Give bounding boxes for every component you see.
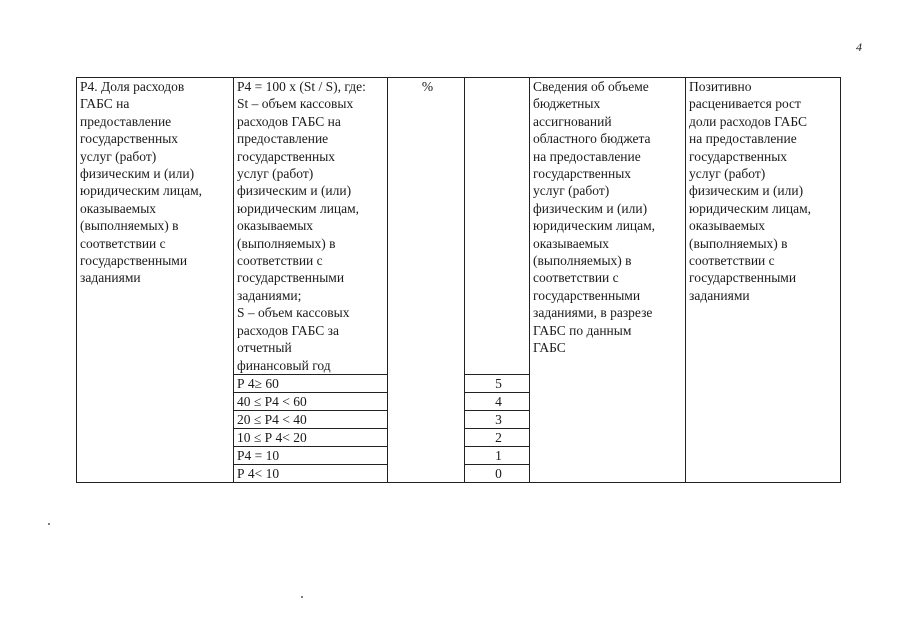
score-cell: 3 — [465, 410, 530, 428]
range-cell: 40 ≤ Р4 < 60 — [234, 392, 388, 410]
indicator-cell — [77, 78, 234, 483]
score-cell: 1 — [465, 446, 530, 464]
page-number: 4 — [856, 40, 862, 54]
score-cell: 2 — [465, 428, 530, 446]
range-cell: 10 ≤ Р 4< 20 — [234, 428, 388, 446]
range-cell: Р 4< 10 — [234, 464, 388, 482]
unit-cell — [388, 78, 465, 483]
source-cell — [530, 78, 686, 483]
range-cell: Р 4≥ 60 — [234, 374, 388, 392]
unit-text: % — [421, 79, 434, 94]
source-text: Сведения об объеме бюджетных ассигнований областного бюджета на предоставление государственных услуг (работ) физическим и (или) юридическим лицам, оказываемых (выполняемых) в соответствии с государственными заданиями, в разрезе ГАБС по данным ГАБС — [533, 79, 656, 356]
score-header-cell — [465, 78, 530, 375]
indicator-table — [76, 77, 841, 483]
score-cell: 5 — [465, 374, 530, 392]
range-cell: 20 ≤ Р4 < 40 — [234, 410, 388, 428]
table-row — [77, 78, 841, 375]
formula-cell — [234, 78, 388, 375]
range-cell: Р4 = 10 — [234, 446, 388, 464]
scan-speck — [48, 523, 50, 525]
score-cell: 4 — [465, 392, 530, 410]
indicator-name: Р4. Доля расходов ГАБС на предоставление государственных услуг (работ) физическим и (или) юридическим лицам, оказываемых (выполняемых) в соответствии с государственными заданиями — [80, 79, 203, 286]
scan-speck — [301, 596, 303, 598]
score-cell: 0 — [465, 464, 530, 482]
comment-cell — [686, 78, 841, 483]
formula-text: Р4 = 100 х (St / S), где: St – объем кассовых расходов ГАБС на предоставление государственных услуг (работ) физическим и (или) юридическим лицам, оказываемых (выполняемых) в соответствии с государственными заданиями; S – объем кассовых расходов ГАБС за отчетный финансовый год — [237, 79, 366, 373]
comment-text: Позитивно расценивается рост доли расходов ГАБС на предоставление государственных услуг (работ) физическим и (или) юридическим лицам, оказываемых (выполняемых) в соответствии с государственными заданиями — [689, 79, 812, 303]
